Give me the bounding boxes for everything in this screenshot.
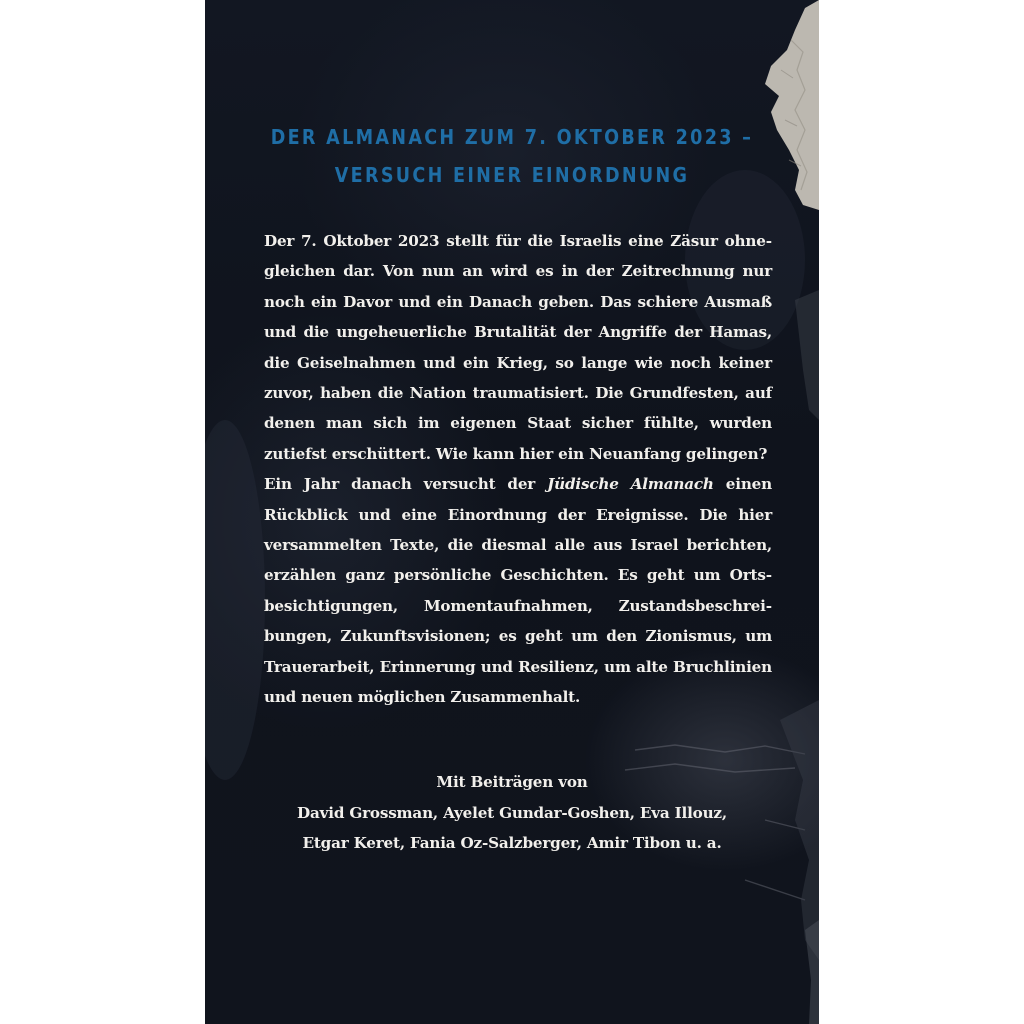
contributors-intro: Mit Beiträgen von [436,773,588,791]
headline-line-2: VERSUCH EINER EINORDNUNG [334,163,690,187]
blurb-paragraph-2 [264,469,772,712]
book-title-italic: Jüdische Almanach [547,475,714,494]
contributors-block [205,767,819,859]
cover-headline [242,118,782,194]
blurb-text [264,226,772,713]
paragraph-2-intro: Ein Jahr danach versucht der [264,475,548,494]
book-back-cover [205,0,819,1024]
headline-line-1: DER ALMANACH ZUM 7. OKTOBER 2023 – [270,125,754,149]
blurb-paragraph-1: Der 7. Oktober 2023 stellt für die Israelis eine Zäsur ohnegleichen dar. Von nun an wird es in der Zeitrechnung nur noch ein Davor und ein Danach geben. Das schiere Ausmaß und die ungeheuerliche Brutalität der Angriffe der Hamas, die Geiselnahmen und ein Krieg, so lange wie noch keiner zuvor, haben die Nation traumatisiert. Die Grundfesten, auf denen man sich im eigenen Staat sicher fühlte, wurden zutiefst erschüttert. Wie kann hier ein Neuanfang gelingen? [264,232,772,463]
paragraph-2-rest: einen Rückblick und eine Einordnung der Ereignisse. Die hier versammelten Texte, die diesmal alle aus Israel berichten, erzählen ganz persönliche Geschichten. Es geht um Ortsbesichtigungen, Momentaufnahmen, Zustandsbeschreibungen, Zukunftsvisionen; es geht um den Zionismus, um Trauerarbeit, Erinnerung und Resilienz, um alte Bruchlinien und neuen möglichen Zusammenhalt. [264,475,772,707]
contributors-line-2: Etgar Keret, Fania Oz-Salzberger, Amir Tibon u. a. [302,834,722,852]
contributors-line-1: David Grossman, Ayelet Gundar-Goshen, Eva Illouz, [297,803,727,822]
